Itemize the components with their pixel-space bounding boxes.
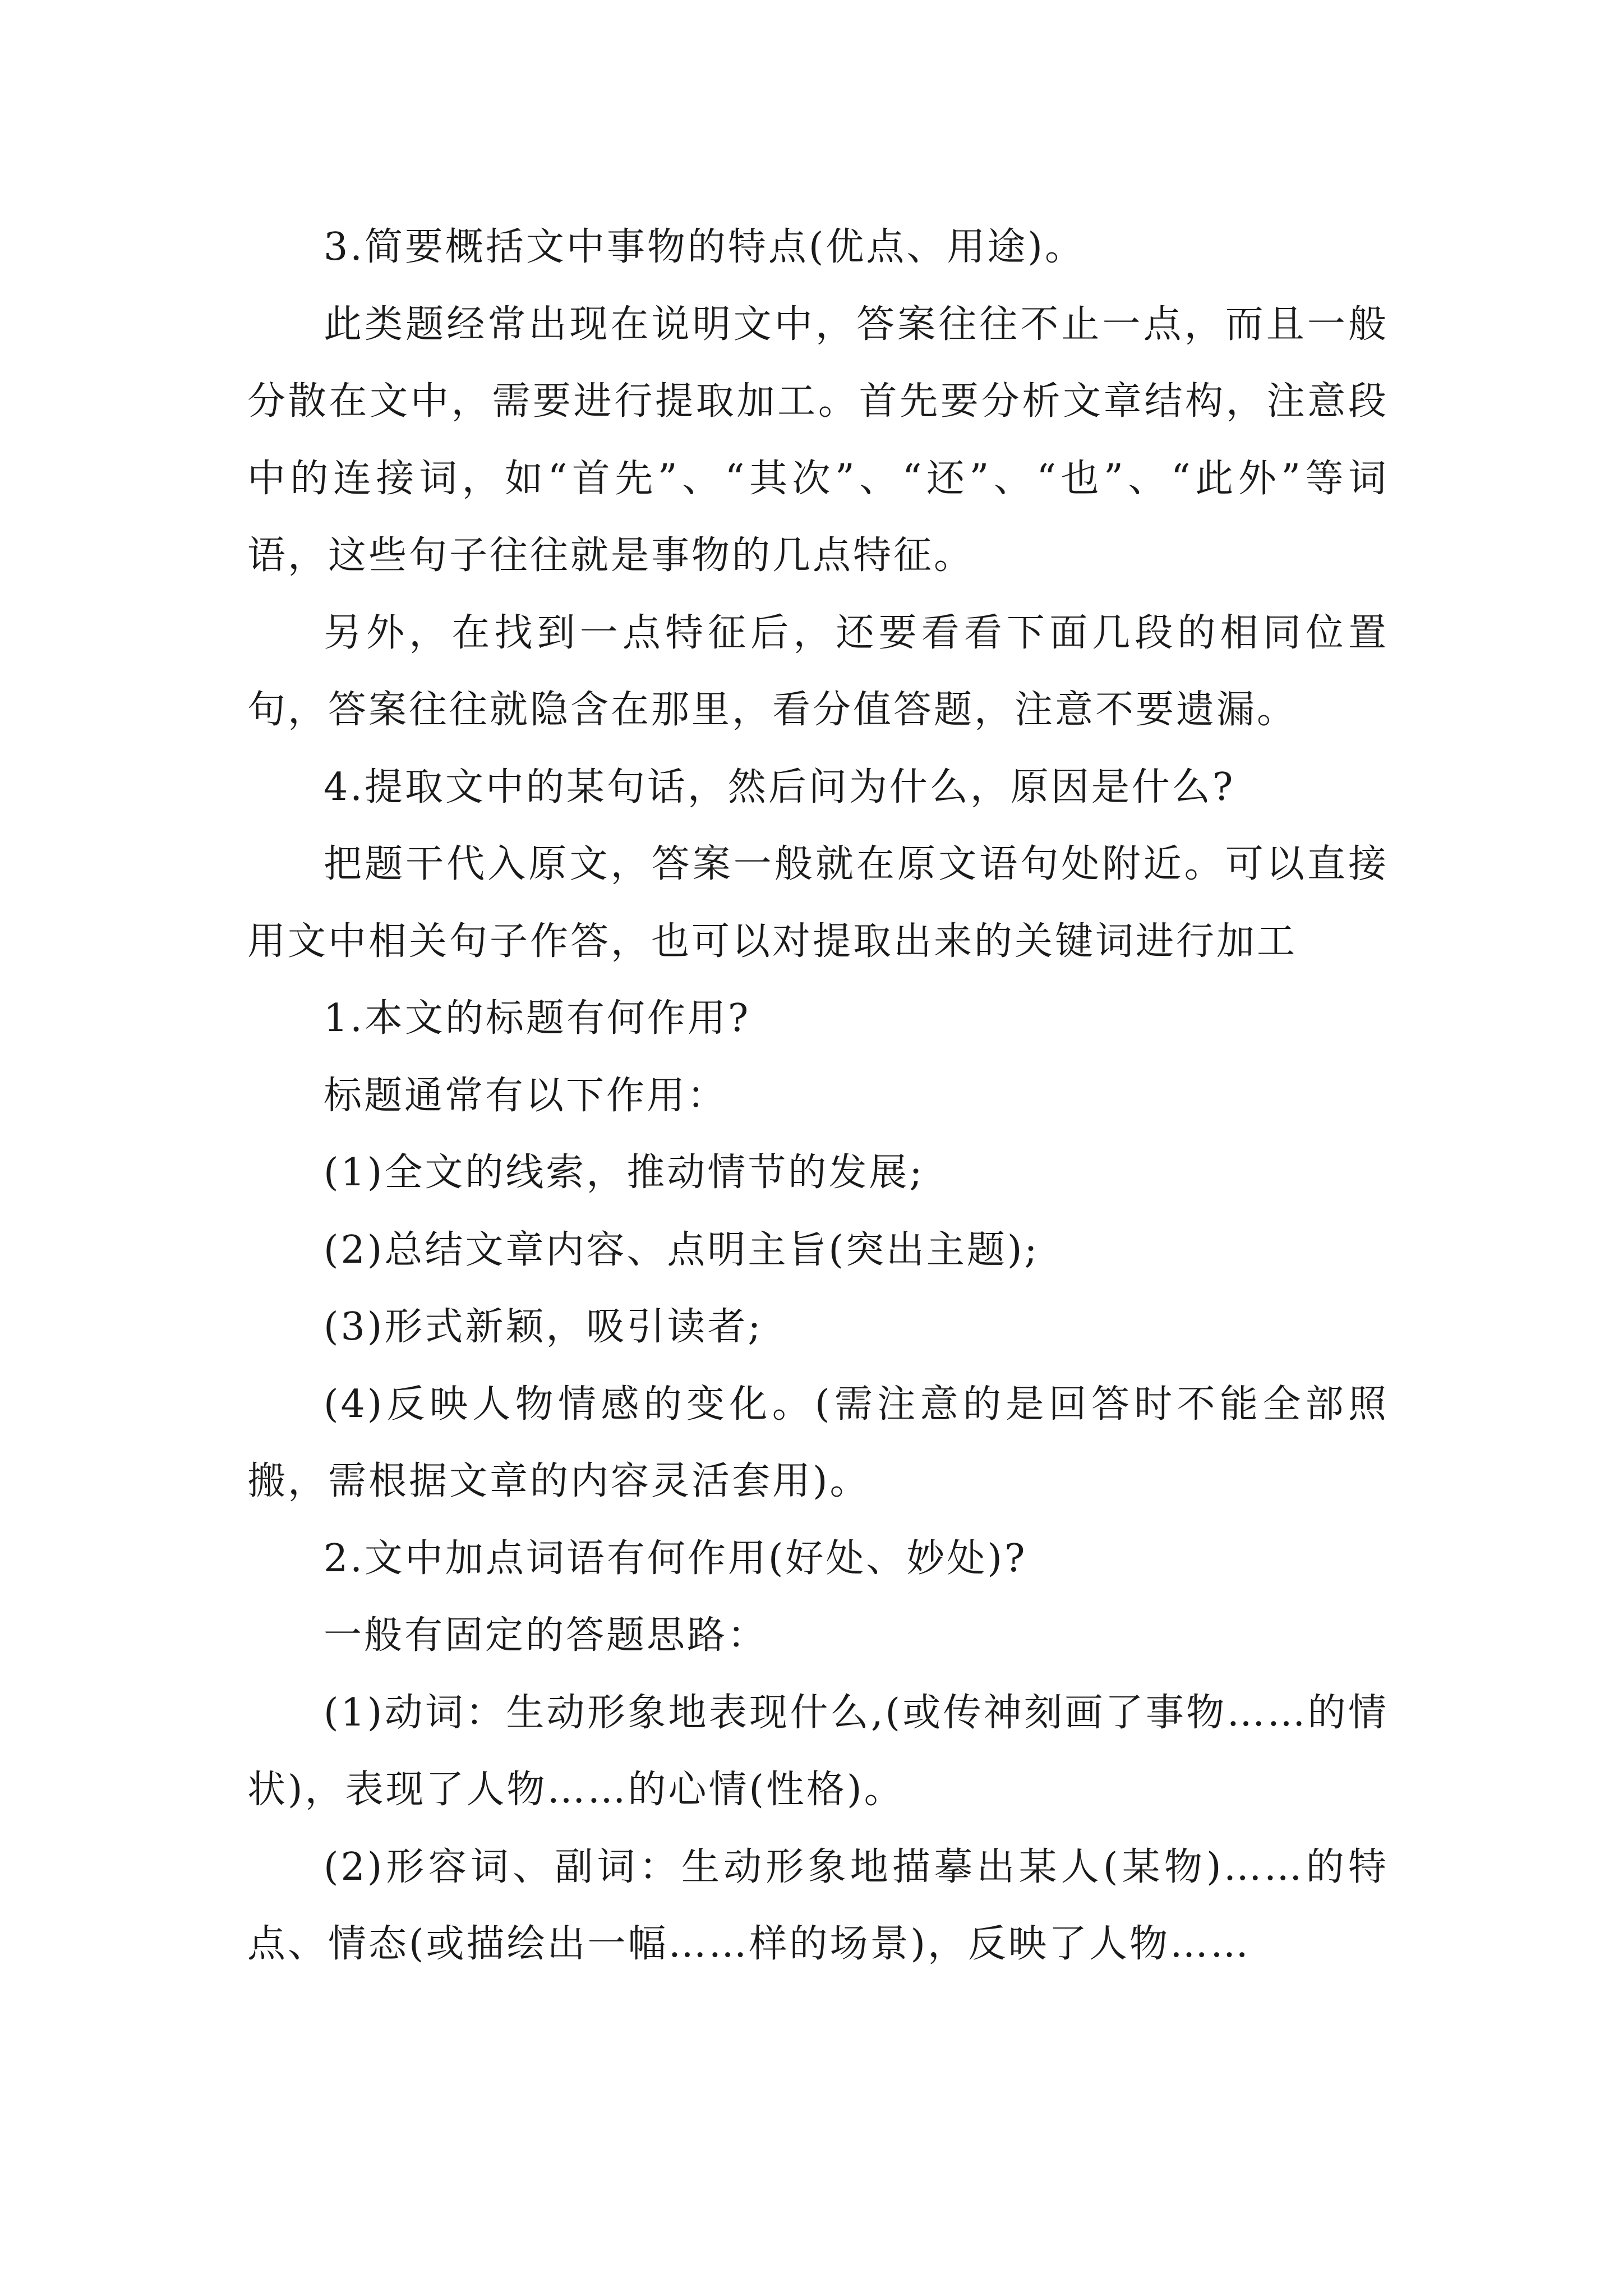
list-item-3: (3)形式新颖，吸引读者; [324, 1305, 763, 1349]
paragraph-4-heading: 4.提取文中的某句话，然后问为什么，原因是什么? [324, 765, 1235, 809]
paragraph-title-functions: 标题通常有以下作用： [324, 1073, 728, 1118]
paragraph-3-heading: 3.简要概括文中事物的特点(优点、用途)。 [324, 225, 1085, 269]
list-item-4: (4)反映人物情感的变化。(需注意的是回答时不能全部照搬，需根据文章的内容灵活套用)。 [247, 1382, 1389, 1503]
paragraph-1-heading: 1.本文的标题有何作用? [324, 996, 751, 1041]
paragraph-answer-method: 把题干代入原文，答案一般就在原文语句处附近。可以直接用文中相关句子作答，也可以对提取出来的关键词进行加工 [247, 842, 1389, 964]
list-item-1: (1)全文的线索，推动情节的发展; [324, 1151, 925, 1195]
paragraph-explanation: 此类题经常出现在说明文中，答案往往不止一点，而且一般分散在文中，需要进行提取加工。首先要分析文章结构，注意段中的连接词，如“首先”、“其次”、“还”、“也”、“此外”等词语，这些句子往往就是事物的几点特征。 [247, 302, 1389, 578]
paragraph-answer-approach: 一般有固定的答题思路： [324, 1613, 768, 1658]
paragraph-additional: 另外，在找到一点特征后，还要看看下面几段的相同位置句，答案往往就隐含在那里，看分值答题，注意不要遗漏。 [247, 610, 1389, 732]
paragraph-2-heading: 2.文中加点词语有何作用(好处、妙处)? [324, 1536, 1027, 1581]
document-page [247, 209, 1389, 1983]
list-item-adjective: (2)形容词、副词：生动形象地描摹出某人(某物)……的特点、情态(或描绘出一幅……样的场景)，反映了人物…… [247, 1844, 1389, 1966]
list-item-verb: (1)动词：生动形象地表现什么,(或传神刻画了事物……的情状)，表现了人物……的心情(性格)。 [247, 1690, 1389, 1812]
list-item-2: (2)总结文章内容、点明主旨(突出主题); [324, 1227, 1040, 1272]
